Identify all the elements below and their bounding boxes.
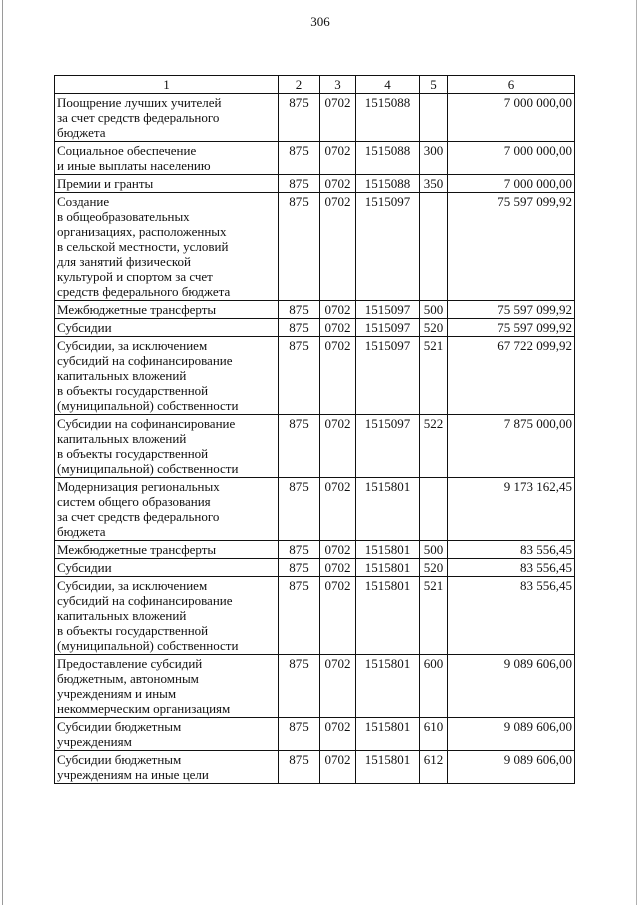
row-admin-code-cell: 875	[279, 94, 320, 142]
row-sum-cell: 75 597 099,92	[448, 301, 575, 319]
row-expense-type-cell: 300	[420, 142, 448, 175]
row-expense-type-cell: 522	[420, 415, 448, 478]
row-expense-type-cell: 500	[420, 541, 448, 559]
table-row	[55, 175, 575, 193]
column-header-4: 4	[356, 76, 420, 94]
row-name-cell: Межбюджетные трансферты	[55, 541, 279, 559]
row-section-code-cell: 0702	[320, 415, 356, 478]
row-target-code-cell: 1515088	[356, 94, 420, 142]
row-expense-type-cell: 520	[420, 559, 448, 577]
row-sum-cell: 9 173 162,45	[448, 478, 575, 541]
row-admin-code-cell: 875	[279, 541, 320, 559]
row-section-code-cell: 0702	[320, 94, 356, 142]
row-admin-code-cell: 875	[279, 718, 320, 751]
column-header-6: 6	[448, 76, 575, 94]
row-name-cell: Поощрение лучших учителей за счет средств федерального бюджета	[55, 94, 279, 142]
table-row	[55, 559, 575, 577]
row-expense-type-cell: 521	[420, 577, 448, 655]
row-sum-cell: 7 000 000,00	[448, 142, 575, 175]
row-target-code-cell: 1515801	[356, 577, 420, 655]
row-section-code-cell: 0702	[320, 193, 356, 301]
row-expense-type-cell: 500	[420, 301, 448, 319]
table-row	[55, 193, 575, 301]
table-row	[55, 478, 575, 541]
row-target-code-cell: 1515801	[356, 655, 420, 718]
scan-edge-right	[636, 0, 637, 905]
page-number: 306	[310, 14, 330, 29]
row-sum-cell: 75 597 099,92	[448, 319, 575, 337]
table-row	[55, 655, 575, 718]
row-sum-cell: 9 089 606,00	[448, 655, 575, 718]
row-admin-code-cell: 875	[279, 142, 320, 175]
row-admin-code-cell: 875	[279, 577, 320, 655]
table-row	[55, 577, 575, 655]
row-section-code-cell: 0702	[320, 175, 356, 193]
row-name-cell: Предоставление субсидий бюджетным, автономным учреждениям и иным некоммерческим организациям	[55, 655, 279, 718]
row-section-code-cell: 0702	[320, 559, 356, 577]
row-sum-cell: 7 000 000,00	[448, 175, 575, 193]
row-sum-cell: 9 089 606,00	[448, 751, 575, 784]
row-target-code-cell: 1515801	[356, 559, 420, 577]
row-expense-type-cell: 520	[420, 319, 448, 337]
row-target-code-cell: 1515097	[356, 193, 420, 301]
row-name-cell: Межбюджетные трансферты	[55, 301, 279, 319]
row-admin-code-cell: 875	[279, 655, 320, 718]
row-name-cell: Субсидии бюджетным учреждениям	[55, 718, 279, 751]
row-sum-cell: 75 597 099,92	[448, 193, 575, 301]
row-section-code-cell: 0702	[320, 478, 356, 541]
row-name-cell: Создание в общеобразовательных организациях, расположенных в сельской местности, условий для занятий физической культурой и спортом за счет средств федерального бюджета	[55, 193, 279, 301]
column-header-1: 1	[55, 76, 279, 94]
row-section-code-cell: 0702	[320, 541, 356, 559]
row-admin-code-cell: 875	[279, 751, 320, 784]
row-target-code-cell: 1515097	[356, 337, 420, 415]
table-row	[55, 337, 575, 415]
table-row	[55, 415, 575, 478]
row-admin-code-cell: 875	[279, 415, 320, 478]
table-row	[55, 718, 575, 751]
row-target-code-cell: 1515801	[356, 751, 420, 784]
row-expense-type-cell	[420, 193, 448, 301]
row-admin-code-cell: 875	[279, 319, 320, 337]
row-admin-code-cell: 875	[279, 301, 320, 319]
row-name-cell: Субсидии бюджетным учреждениям на иные цели	[55, 751, 279, 784]
row-name-cell: Субсидии, за исключением субсидий на софинансирование капитальных вложений в объекты государственной (муниципальной) собственности	[55, 337, 279, 415]
row-section-code-cell: 0702	[320, 751, 356, 784]
row-name-cell: Субсидии	[55, 319, 279, 337]
row-sum-cell: 67 722 099,92	[448, 337, 575, 415]
row-expense-type-cell: 612	[420, 751, 448, 784]
column-header-3: 3	[320, 76, 356, 94]
row-expense-type-cell	[420, 478, 448, 541]
row-section-code-cell: 0702	[320, 577, 356, 655]
column-header-2: 2	[279, 76, 320, 94]
row-target-code-cell: 1515088	[356, 175, 420, 193]
budget-table	[54, 75, 575, 784]
row-sum-cell: 7 000 000,00	[448, 94, 575, 142]
row-name-cell: Субсидии	[55, 559, 279, 577]
row-section-code-cell: 0702	[320, 142, 356, 175]
row-sum-cell: 9 089 606,00	[448, 718, 575, 751]
row-expense-type-cell: 610	[420, 718, 448, 751]
row-target-code-cell: 1515801	[356, 718, 420, 751]
column-header-5: 5	[420, 76, 448, 94]
row-expense-type-cell: 350	[420, 175, 448, 193]
row-target-code-cell: 1515801	[356, 478, 420, 541]
table-row	[55, 142, 575, 175]
row-admin-code-cell: 875	[279, 337, 320, 415]
table-row	[55, 319, 575, 337]
row-sum-cell: 83 556,45	[448, 559, 575, 577]
row-section-code-cell: 0702	[320, 301, 356, 319]
table-row	[55, 541, 575, 559]
row-target-code-cell: 1515801	[356, 541, 420, 559]
row-admin-code-cell: 875	[279, 478, 320, 541]
row-name-cell: Премии и гранты	[55, 175, 279, 193]
row-section-code-cell: 0702	[320, 718, 356, 751]
row-admin-code-cell: 875	[279, 559, 320, 577]
row-expense-type-cell	[420, 94, 448, 142]
row-target-code-cell: 1515088	[356, 142, 420, 175]
row-admin-code-cell: 875	[279, 175, 320, 193]
row-name-cell: Социальное обеспечение и иные выплаты населению	[55, 142, 279, 175]
table-row	[55, 751, 575, 784]
scan-edge-left	[2, 0, 3, 905]
table-header-row	[55, 76, 575, 94]
row-target-code-cell: 1515097	[356, 301, 420, 319]
row-section-code-cell: 0702	[320, 655, 356, 718]
row-name-cell: Субсидии на софинансирование капитальных вложений в объекты государственной (муниципальной) собственности	[55, 415, 279, 478]
row-section-code-cell: 0702	[320, 319, 356, 337]
table-row	[55, 301, 575, 319]
row-sum-cell: 83 556,45	[448, 577, 575, 655]
row-sum-cell: 83 556,45	[448, 541, 575, 559]
row-name-cell: Субсидии, за исключением субсидий на софинансирование капитальных вложений в объекты государственной (муниципальной) собственности	[55, 577, 279, 655]
row-admin-code-cell: 875	[279, 193, 320, 301]
row-sum-cell: 7 875 000,00	[448, 415, 575, 478]
row-target-code-cell: 1515097	[356, 415, 420, 478]
row-expense-type-cell: 600	[420, 655, 448, 718]
row-target-code-cell: 1515097	[356, 319, 420, 337]
row-expense-type-cell: 521	[420, 337, 448, 415]
row-name-cell: Модернизация региональных систем общего образования за счет средств федерального бюджета	[55, 478, 279, 541]
table-row	[55, 94, 575, 142]
row-section-code-cell: 0702	[320, 337, 356, 415]
